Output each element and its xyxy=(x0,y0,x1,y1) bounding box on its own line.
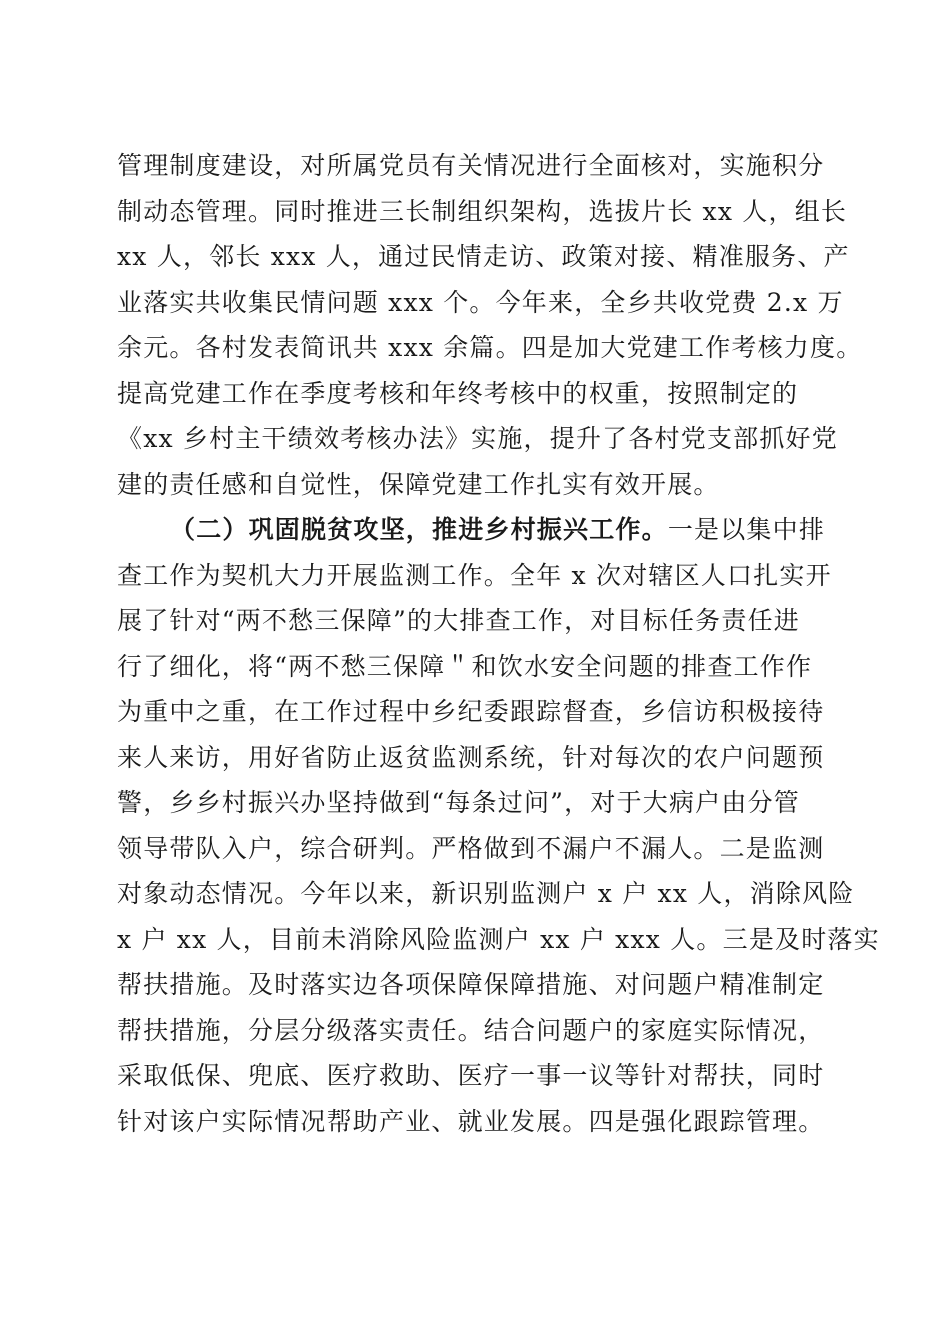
text-line: 为重中之重，在工作过程中乡纪委跟踪督查，乡信访积极接待 xyxy=(117,697,825,726)
text-line: 帮扶措施。及时落实边各项保障保障措施、对问题户精准制定 xyxy=(117,970,825,999)
text-line: x 户 xx 人，目前未消除风险监测户 xx 户 xxx 人。三是及时落实 xyxy=(117,924,880,954)
text-line: 余元。各村发表简讯共 xxx 余篇。四是加大党建工作考核力度。 xyxy=(117,333,863,362)
paragraph-first-line xyxy=(117,507,837,553)
text-line: 行了细化，将“两不愁三保障＂和饮水安全问题的排查工作作 xyxy=(117,651,813,681)
text-line: 展了针对“两不愁三保障”的大排查工作，对目标任务责任进 xyxy=(117,606,800,635)
text-line: 来人来访，用好省防止返贫监测系统，针对每次的农户问题预 xyxy=(117,742,825,772)
text-line: 业落实共收集民情问题 xxx 个。今年来，全乡共收党费 2.x 万 xyxy=(117,287,844,317)
text-line: 采取低保、兜底、医疗救助、医疗一事一议等针对帮扶，同时 xyxy=(117,1061,825,1090)
body-text xyxy=(117,143,880,1144)
text-line: 警，乡乡村振兴办坚持做到“每条过问”，对于大病户由分管 xyxy=(117,788,800,817)
text-line: 查工作为契机大力开展监测工作。全年 x 次对辖区人口扎实开 xyxy=(117,560,832,590)
heading-continuation: 一是以集中排 xyxy=(667,515,826,544)
text-line: 管理制度建设，对所属党员有关情况进行全面核对，实施积分 xyxy=(117,151,825,180)
text-line: 制动态管理。同时推进三长制组织架构，选拔片长 xx 人，组长 xyxy=(117,196,848,226)
text-line: 领导带队入户，综合研判。严格做到不漏户不漏人。二是监测 xyxy=(117,833,825,863)
text-line: 针对该户实际情况帮助产业、就业发展。四是强化跟踪管理。 xyxy=(117,1106,825,1136)
paragraph-1 xyxy=(117,143,863,507)
section-heading: （二）巩固脱贫攻坚，推进乡村振兴工作。 xyxy=(170,515,668,544)
text-line: 对象动态情况。今年以来，新识别监测户 x 户 xx 人，消除风险 xyxy=(117,879,855,908)
text-line: 《xx 乡村主干绩效考核办法》实施，提升了各村党支部抓好党 xyxy=(117,424,838,453)
text-line: 帮扶措施，分层分级落实责任。结合问题户的家庭实际情况， xyxy=(117,1015,825,1045)
text-line: 提高党建工作在季度考核和年终考核中的权重，按照制定的 xyxy=(117,378,799,408)
text-line: xx 人，邻长 xxx 人，通过民情走访、政策对接、精准服务、产 xyxy=(117,242,850,271)
text-line: 建的责任感和自觉性，保障党建工作扎实有效开展。 xyxy=(117,469,720,499)
paragraph-2 xyxy=(117,507,880,1144)
